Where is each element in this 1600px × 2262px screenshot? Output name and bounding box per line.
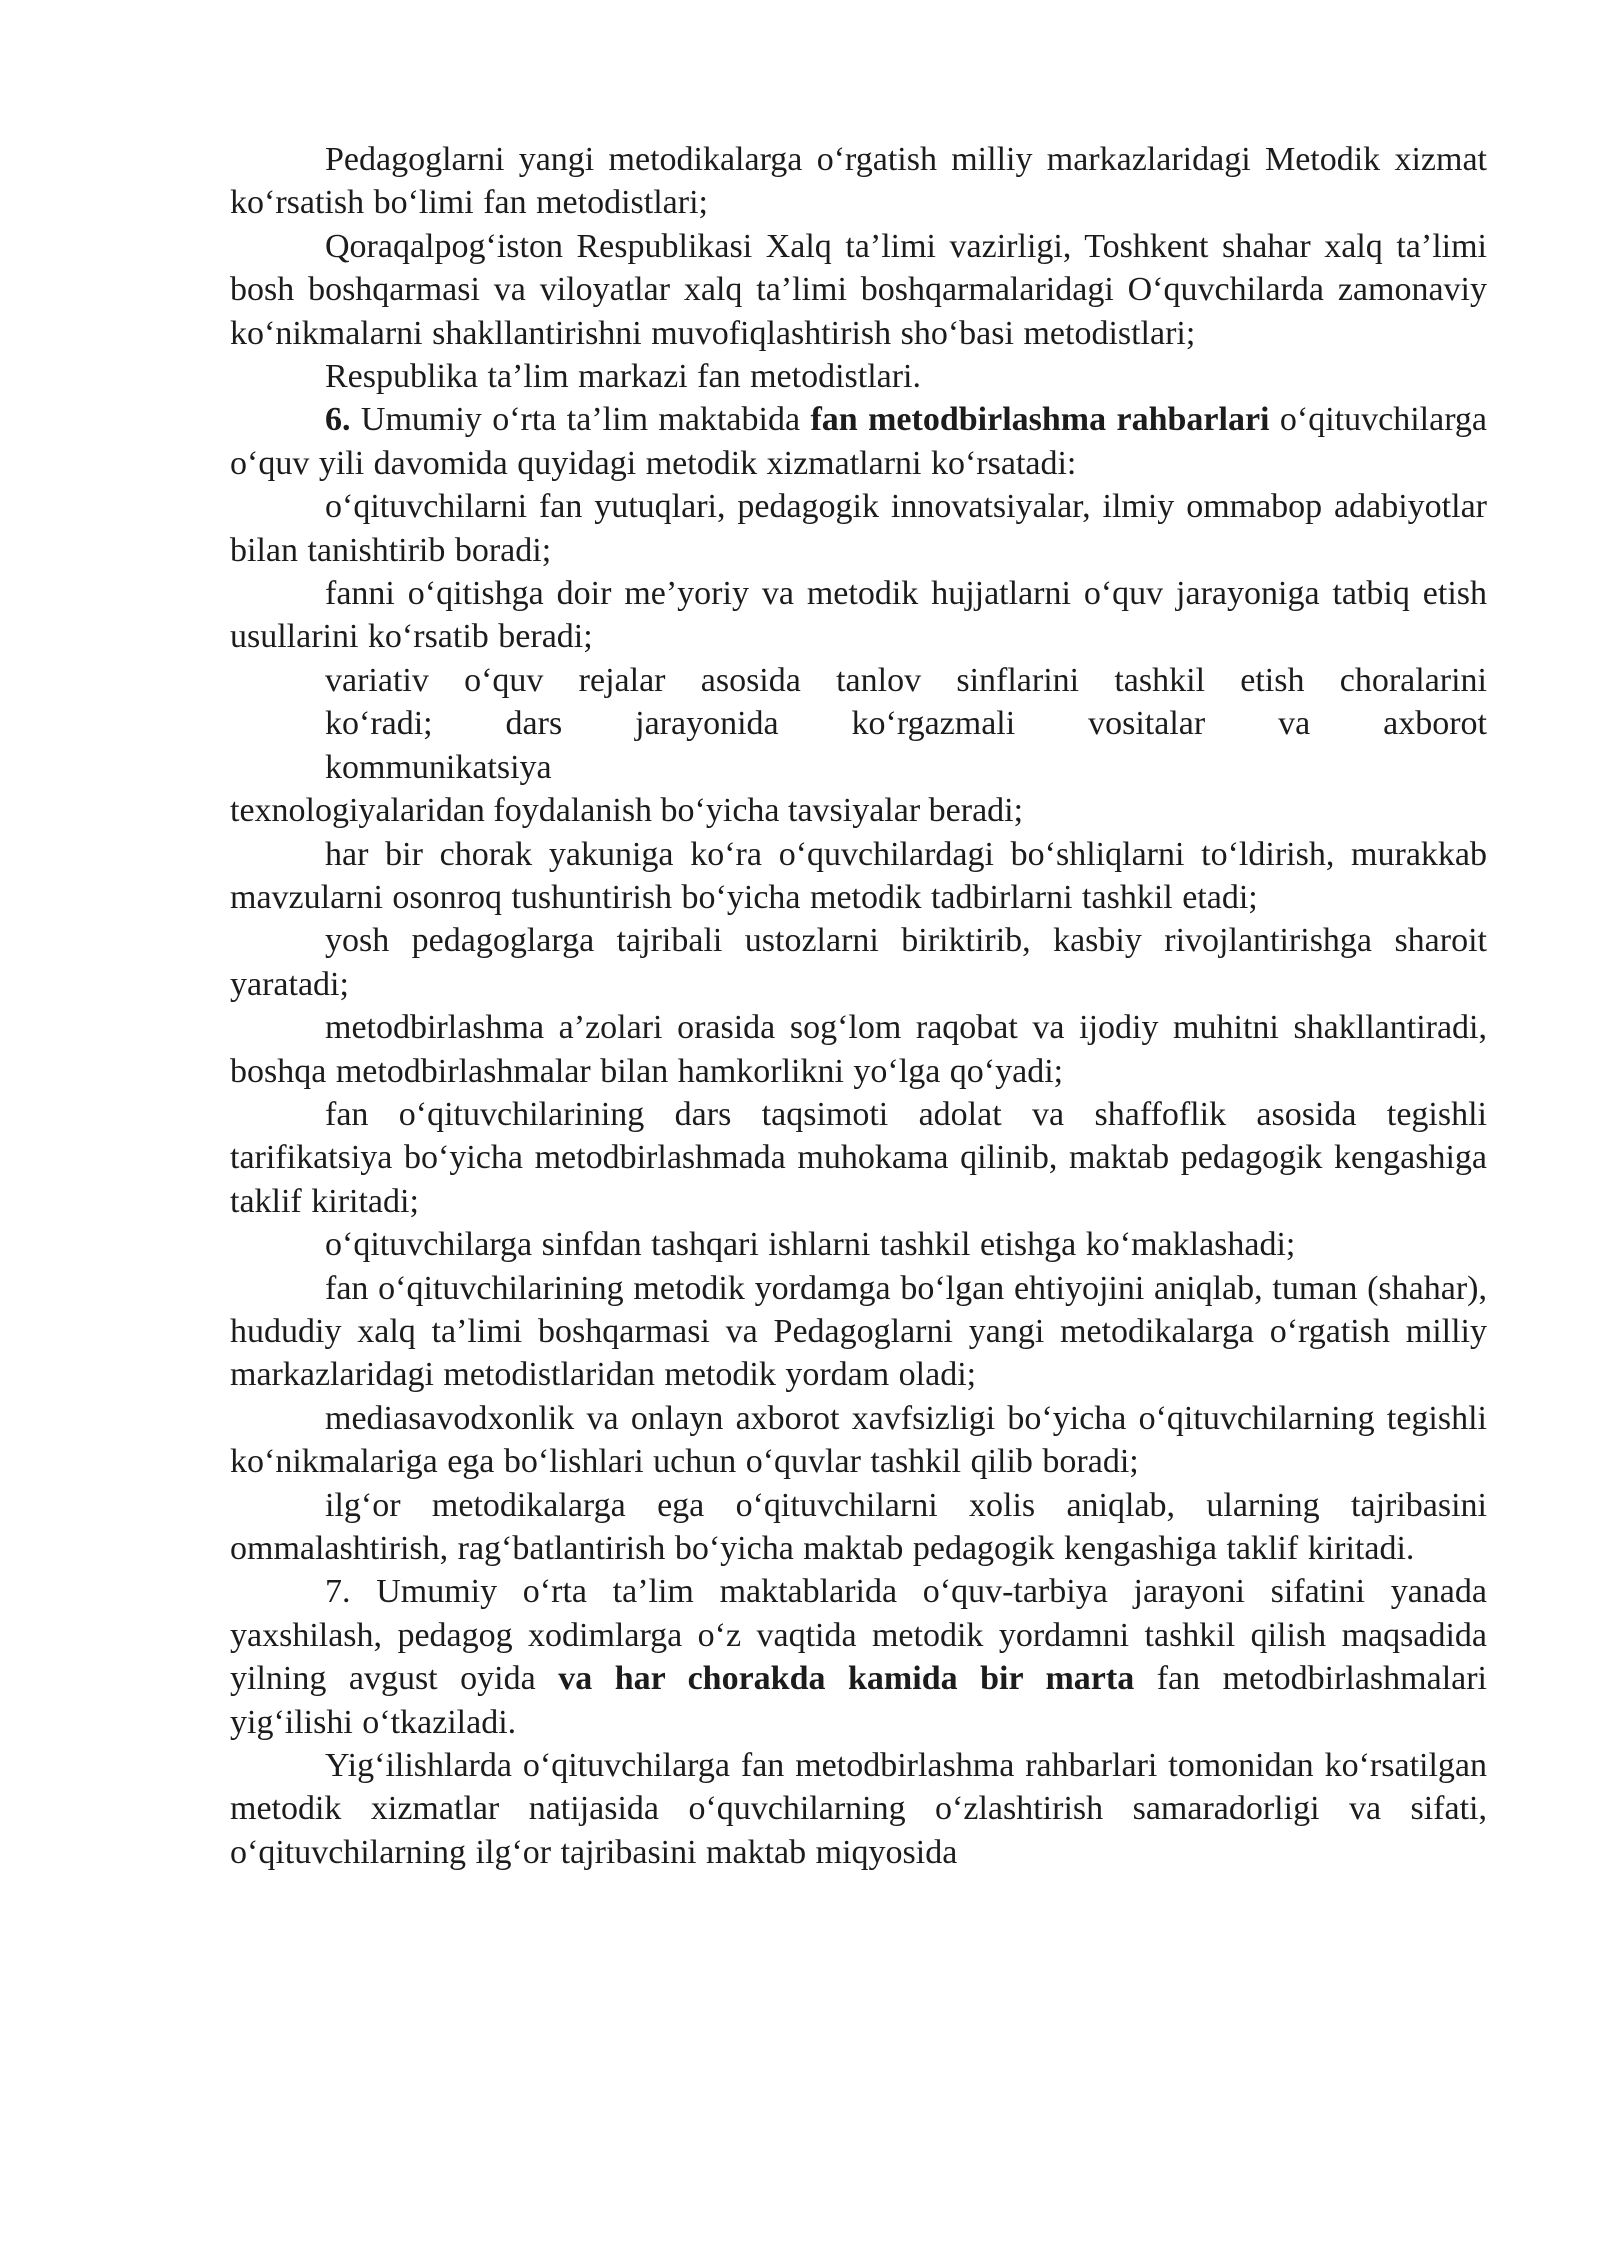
list-item-variative-line-1: variativ o‘quv rejalar asosida tanlov sinflarini tashkil etish choralarini [325, 661, 1487, 699]
list-item-introduce-achievements: o‘qituvchilarni fan yutuqlari, pedagogik innovatsiyalar, ilmiy ommabop adabiyotlar bilan tanishtirib boradi; [230, 488, 1487, 569]
list-item-healthy-competition: metodbirlashma a’zolari orasida sog‘lom raqobat va ijodiy muhitni shakllantiradi, boshqa metodbirlashmalar bilan hamkorlikni yo‘lga qo‘yadi; [230, 1009, 1487, 1090]
list-item-variative-line-2: ko‘radi; dars jarayonida ko‘rgazmali vositalar va axborot [325, 705, 1487, 743]
item-number-6: 6. [325, 401, 351, 439]
list-item-advanced-methods: ilg‘or metodikalarga ega o‘qituvchilarni xolis aniqlab, ularning tajribasini ommalashtirish, rag‘batlantirish bo‘yicha maktab pedagogik kengashiga taklif kiritadi. [230, 1486, 1487, 1567]
list-item-show-methods: fanni o‘qitishga doir me’yoriy va metodik hujjatlarni o‘quv jarayoniga tatbiq etish usullarini ko‘rsatib beradi; [230, 575, 1487, 656]
list-item-lesson-distribution: fan o‘qituvchilarining dars taqsimoti adolat va shaffoflik asosida tegishli tarifikatsiya bo‘yicha metodbirlashmada muhokama qilinib, maktab pedagogik kengashiga taklif kiritadi; [230, 1095, 1487, 1220]
list-item-extracurricular: o‘qituvchilarga sinfdan tashqari ishlarni tashkil etishga ko‘maklashadi; [325, 1226, 1296, 1264]
list-item-methodical-help: fan o‘qituvchilarining metodik yordamga bo‘lgan ehtiyojini aniqlab, tuman (shahar), hududiy xalq ta’limi boshqarmasi va Pedagoglarni yangi metodikalarga o‘rgatish milliy markazlaridagi metodistlaridan metodik yordam oladi; [230, 1269, 1487, 1394]
paragraph-item-7 [230, 1570, 1487, 1744]
item-7-text-a: 7. Umumiy o‘rta ta’lim maktablarida o‘quv-tarbiya jarayoni sifatini yanada yaxshilash, pedagog xodimlarga o‘z vaqtida metodik yordamni tashkil qilish maqsadida yilning avgust oyida [230, 1573, 1487, 1698]
paragraph-meetings: Yig‘ilishlarda o‘qituvchilarga fan metodbirlashma rahbarlari tomonidan ko‘rsatilgan metodik xizmatlar natijasida o‘quvchilarning o‘zlashtirish samaradorligi va sifati, o‘qituvchilarning ilg‘or tajribasini maktab miqyosida [230, 1747, 1487, 1871]
paragraph-methodists-regional: Qoraqalpog‘iston Respublikasi Xalq ta’limi vazirligi, Toshkent shahar xalq ta’limi bosh boshqarmasi va viloyatlar xalq ta’limi boshqarmalaridagi O‘quvchilarda zamonaviy ko‘nikmalarni shakllantirishni muvofiqlashtirish sho‘basi metodistlari; [230, 227, 1487, 352]
list-item-quarter-gaps: har bir chorak yakuniga ko‘ra o‘quvchilardagi bo‘shliqlarni to‘ldirish, murakkab mavzularni osonroq tushuntirish bo‘yicha metodik tadbirlarni tashkil etadi; [230, 835, 1487, 916]
list-item-media-literacy: mediasavodxonlik va onlayn axborot xavfsizligi bo‘yicha o‘qituvchilarning tegishli ko‘nikmalariga ega bo‘lishlari uchun o‘quvlar tashkil qilib boradi; [230, 1399, 1487, 1481]
paragraph-item-6 [230, 398, 1487, 485]
item-6-bold-text: fan metodbirlashma rahbarlari [810, 401, 1270, 439]
paragraph-methodists-national-centers: Pedagoglarni yangi metodikalarga o‘rgatish milliy markazlaridagi Metodik xizmat ko‘rsatish bo‘limi fan metodistlari; [230, 141, 1487, 222]
item-6-text-b: o‘qituvchilarga o‘quv yili davomida quyidagi metodik xizmatlarni ko‘rsatadi: [230, 401, 1487, 482]
item-7-text-b: fan metodbirlashmalari yig‘ilishi o‘tkaziladi. [230, 1660, 1488, 1741]
item-6-text-a: Umumiy o‘rta ta’lim maktabida [350, 401, 811, 439]
list-item-variative-line-4: texnologiyalaridan foydalanish bo‘yicha tavsiyalar beradi; [230, 792, 1024, 830]
document-body [230, 138, 1487, 1874]
paragraph-methodists-republic-center: Respublika ta’lim markazi fan metodistlari. [325, 358, 921, 396]
list-item-variative-plans [230, 659, 1487, 833]
list-item-variative-line-3: kommunikatsiya [325, 748, 552, 786]
item-7-bold-text: va har chorakda kamida bir marta [558, 1660, 1135, 1698]
list-item-young-pedagogues: yosh pedagoglarga tajribali ustozlarni biriktirib, kasbiy rivojlantirishga sharoit yaratadi; [230, 922, 1487, 1003]
